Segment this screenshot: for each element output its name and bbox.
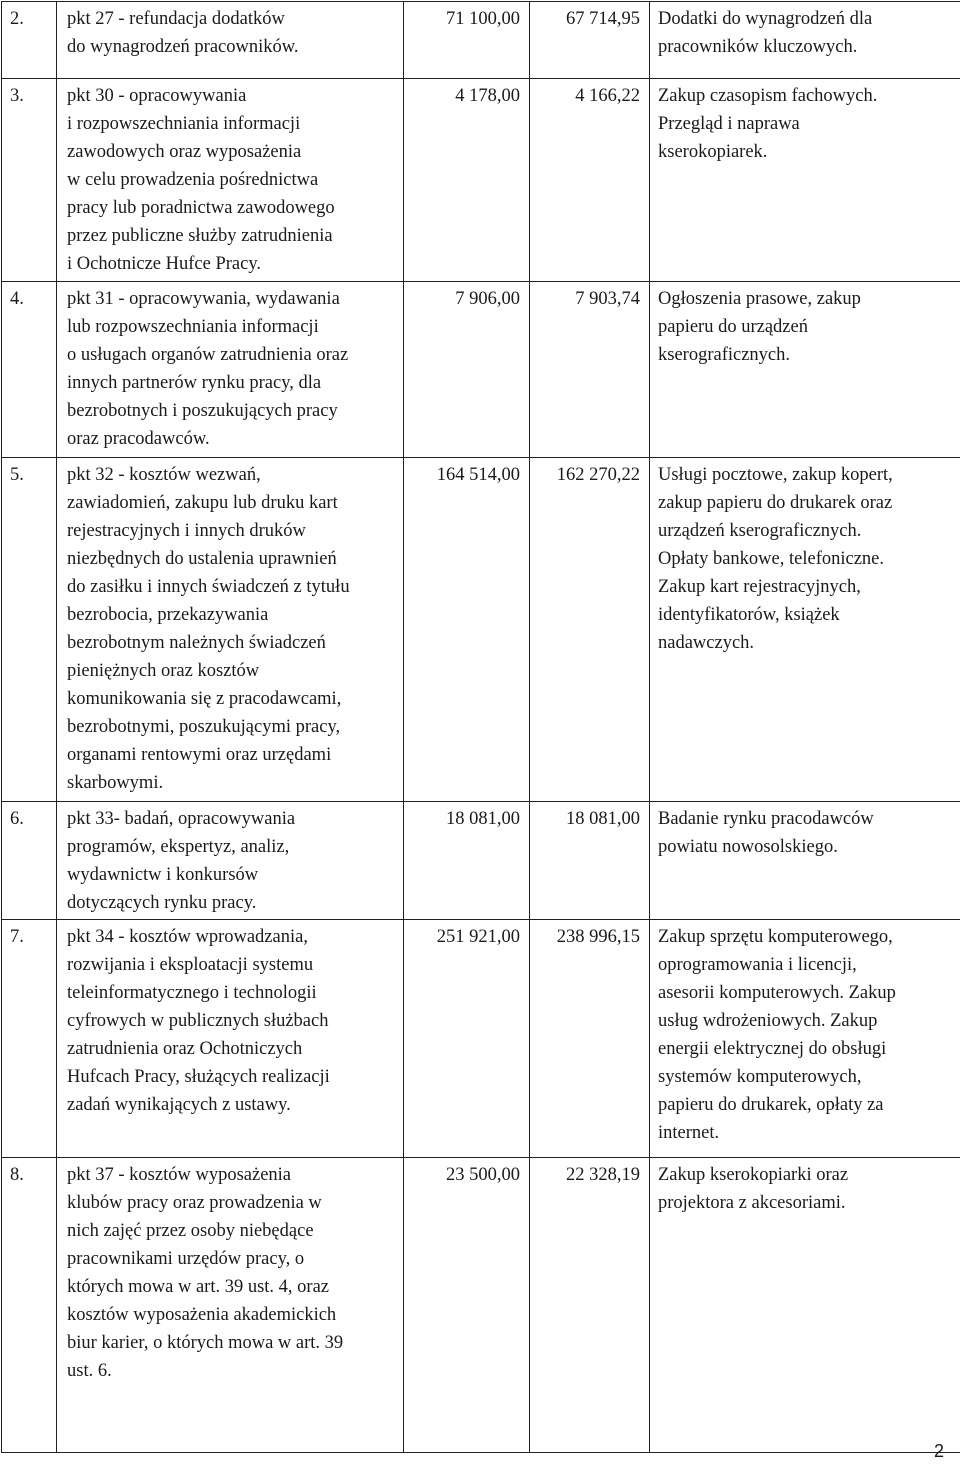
note-line: identyfikatorów, książek xyxy=(658,605,840,625)
note-line: kserograficznych. xyxy=(658,345,791,365)
executed-amount: 22 328,19 xyxy=(566,1165,640,1185)
planned-amount: 7 906,00 xyxy=(455,289,520,309)
executed-amount-cell xyxy=(530,458,650,802)
table-row xyxy=(2,79,960,282)
executed-amount-cell xyxy=(530,1158,650,1453)
description-line: pkt 33- badań, opracowywania xyxy=(67,809,296,829)
description-line: programów, ekspertyz, analiz, xyxy=(67,837,290,857)
description-cell xyxy=(57,282,404,458)
description-line: teleinformatycznego i technologii xyxy=(67,983,317,1003)
description-line: innych partnerów rynku pracy, dla xyxy=(67,373,322,393)
description-line: kosztów wyposażenia akademickich xyxy=(67,1305,337,1325)
note-line: Badanie rynku pracodawców xyxy=(658,809,874,829)
note-cell xyxy=(650,2,960,79)
description-cell xyxy=(57,79,404,282)
executed-amount-cell xyxy=(530,802,650,920)
note-cell xyxy=(650,802,960,920)
description-line: niezbędnych do ustalenia uprawnień xyxy=(67,549,337,569)
description-line: których mowa w art. 39 ust. 4, oraz xyxy=(67,1277,330,1297)
note-line: energii elektrycznej do obsługi xyxy=(658,1039,887,1059)
note-line: kserokopiarek. xyxy=(658,142,768,162)
description-cell xyxy=(57,920,404,1158)
note-line: systemów komputerowych, xyxy=(658,1067,862,1087)
description-line: i rozpowszechniania informacji xyxy=(67,114,301,134)
note-line: zakup papieru do drukarek oraz xyxy=(658,493,893,513)
description-line: bezrobotnym należnych świadczeń xyxy=(67,633,326,653)
description-line: do wynagrodzeń pracowników. xyxy=(67,37,299,57)
description-line: i Ochotnicze Hufce Pracy. xyxy=(67,254,261,274)
note-cell xyxy=(650,79,960,282)
note-line: Opłaty bankowe, telefoniczne. xyxy=(658,549,885,569)
note-line: Ogłoszenia prasowe, zakup xyxy=(658,289,861,309)
description-line: klubów pracy oraz prowadzenia w xyxy=(67,1193,322,1213)
executed-amount-cell xyxy=(530,2,650,79)
description-line: pkt 32 - kosztów wezwań, xyxy=(67,465,261,485)
planned-amount: 251 921,00 xyxy=(436,927,520,947)
executed-amount: 162 270,22 xyxy=(556,465,640,485)
row-number-cell xyxy=(2,2,57,79)
table-row xyxy=(2,920,960,1158)
description-line: przez publiczne służby zatrudnienia xyxy=(67,226,333,246)
note-line: urządzeń kserograficznych. xyxy=(658,521,862,541)
executed-amount-cell xyxy=(530,920,650,1158)
note-line: pracowników kluczowych. xyxy=(658,37,858,57)
planned-amount: 23 500,00 xyxy=(446,1165,520,1185)
description-line: do zasiłku i innych świadczeń z tytułu xyxy=(67,577,350,597)
note-line: Zakup kart rejestracyjnych, xyxy=(658,577,861,597)
row-number: 7. xyxy=(10,927,24,947)
executed-amount: 67 714,95 xyxy=(566,9,640,29)
note-line: powiatu nowosolskiego. xyxy=(658,837,838,857)
description-line: rozwijania i eksploatacji systemu xyxy=(67,955,314,975)
description-line: pkt 30 - opracowywania xyxy=(67,86,247,106)
planned-amount: 71 100,00 xyxy=(446,9,520,29)
note-line: Przegląd i naprawa xyxy=(658,114,800,134)
row-number: 4. xyxy=(10,289,24,309)
description-line: bezrobotnych i poszukujących pracy xyxy=(67,401,338,421)
description-line: dotyczących rynku pracy. xyxy=(67,893,257,913)
note-line: Zakup czasopism fachowych. xyxy=(658,86,878,106)
table-row xyxy=(2,2,960,79)
note-line: usług wdrożeniowych. Zakup xyxy=(658,1011,878,1031)
executed-amount: 18 081,00 xyxy=(566,809,640,829)
note-line: projektora z akcesoriami. xyxy=(658,1193,846,1213)
description-line: ust. 6. xyxy=(67,1361,112,1381)
description-cell xyxy=(57,802,404,920)
row-number-cell xyxy=(2,920,57,1158)
note-cell xyxy=(650,1158,960,1453)
executed-amount: 7 903,74 xyxy=(575,289,640,309)
description-line: bezrobotnymi, poszukującymi pracy, xyxy=(67,717,341,737)
planned-amount: 18 081,00 xyxy=(446,809,520,829)
description-line: pracy lub poradnictwa zawodowego xyxy=(67,198,335,218)
planned-amount-cell xyxy=(404,79,530,282)
table-row xyxy=(2,458,960,802)
planned-amount-cell xyxy=(404,920,530,1158)
executed-amount-cell xyxy=(530,79,650,282)
description-line: zawiadomień, zakupu lub druku kart xyxy=(67,493,338,513)
description-cell xyxy=(57,1158,404,1453)
description-line: wydawnictw i konkursów xyxy=(67,865,259,885)
description-line: zawodowych oraz wyposażenia xyxy=(67,142,302,162)
note-line: papieru do drukarek, opłaty za xyxy=(658,1095,884,1115)
description-line: bezrobocia, przekazywania xyxy=(67,605,269,625)
table-row xyxy=(2,802,960,920)
description-line: komunikowania się z pracodawcami, xyxy=(67,689,342,709)
description-line: zadań wynikających z ustawy. xyxy=(67,1095,291,1115)
description-line: pkt 34 - kosztów wprowadzania, xyxy=(67,927,308,947)
description-line: pkt 27 - refundacja dodatków xyxy=(67,9,285,29)
note-line: internet. xyxy=(658,1123,720,1143)
expenditure-table-body xyxy=(2,2,960,1453)
description-line: cyfrowych w publicznych służbach xyxy=(67,1011,329,1031)
note-cell xyxy=(650,282,960,458)
planned-amount-cell xyxy=(404,2,530,79)
row-number-cell xyxy=(2,802,57,920)
note-line: asesorii komputerowych. Zakup xyxy=(658,983,896,1003)
row-number-cell xyxy=(2,282,57,458)
note-line: Zakup sprzętu komputerowego, xyxy=(658,927,893,947)
note-line: oprogramowania i licencji, xyxy=(658,955,857,975)
row-number-cell xyxy=(2,1158,57,1453)
executed-amount-cell xyxy=(530,282,650,458)
planned-amount-cell xyxy=(404,458,530,802)
description-line: organami rentowymi oraz urzędami xyxy=(67,745,332,765)
planned-amount: 164 514,00 xyxy=(436,465,520,485)
table-row xyxy=(2,1158,960,1453)
note-line: nadawczych. xyxy=(658,633,755,653)
row-number: 5. xyxy=(10,465,24,485)
description-line: w celu prowadzenia pośrednictwa xyxy=(67,170,319,190)
row-number-cell xyxy=(2,458,57,802)
description-line: pkt 31 - opracowywania, wydawania xyxy=(67,289,340,309)
row-number: 8. xyxy=(10,1165,24,1185)
row-number: 6. xyxy=(10,809,24,829)
description-line: biur karier, o których mowa w art. 39 xyxy=(67,1333,344,1353)
planned-amount-cell xyxy=(404,1158,530,1453)
row-number: 2. xyxy=(10,9,24,29)
description-line: nich zajęć przez osoby niebędące xyxy=(67,1221,314,1241)
note-line: Dodatki do wynagrodzeń dla xyxy=(658,9,873,29)
description-line: o usługach organów zatrudnienia oraz xyxy=(67,345,349,365)
description-line: oraz pracodawców. xyxy=(67,429,210,449)
description-line: lub rozpowszechniania informacji xyxy=(67,317,319,337)
description-line: rejestracyjnych i innych druków xyxy=(67,521,306,541)
table-row xyxy=(2,282,960,458)
planned-amount: 4 178,00 xyxy=(455,86,520,106)
planned-amount-cell xyxy=(404,802,530,920)
expenditure-table xyxy=(1,1,960,1453)
executed-amount: 4 166,22 xyxy=(575,86,640,106)
page-number: 2 xyxy=(933,1441,944,1461)
description-cell xyxy=(57,2,404,79)
description-line: pieniężnych oraz kosztów xyxy=(67,661,260,681)
note-line: Usługi pocztowe, zakup kopert, xyxy=(658,465,893,485)
description-line: pracownikami urzędów pracy, o xyxy=(67,1249,305,1269)
description-cell xyxy=(57,458,404,802)
note-line: Zakup kserokopiarki oraz xyxy=(658,1165,849,1185)
description-line: pkt 37 - kosztów wyposażenia xyxy=(67,1165,292,1185)
row-number-cell xyxy=(2,79,57,282)
note-line: papieru do urządzeń xyxy=(658,317,808,337)
planned-amount-cell xyxy=(404,282,530,458)
description-line: Hufcach Pracy, służących realizacji xyxy=(67,1067,330,1087)
note-cell xyxy=(650,920,960,1158)
description-line: skarbowymi. xyxy=(67,773,164,793)
description-line: zatrudnienia oraz Ochotniczych xyxy=(67,1039,303,1059)
row-number: 3. xyxy=(10,86,24,106)
note-cell xyxy=(650,458,960,802)
executed-amount: 238 996,15 xyxy=(556,927,640,947)
